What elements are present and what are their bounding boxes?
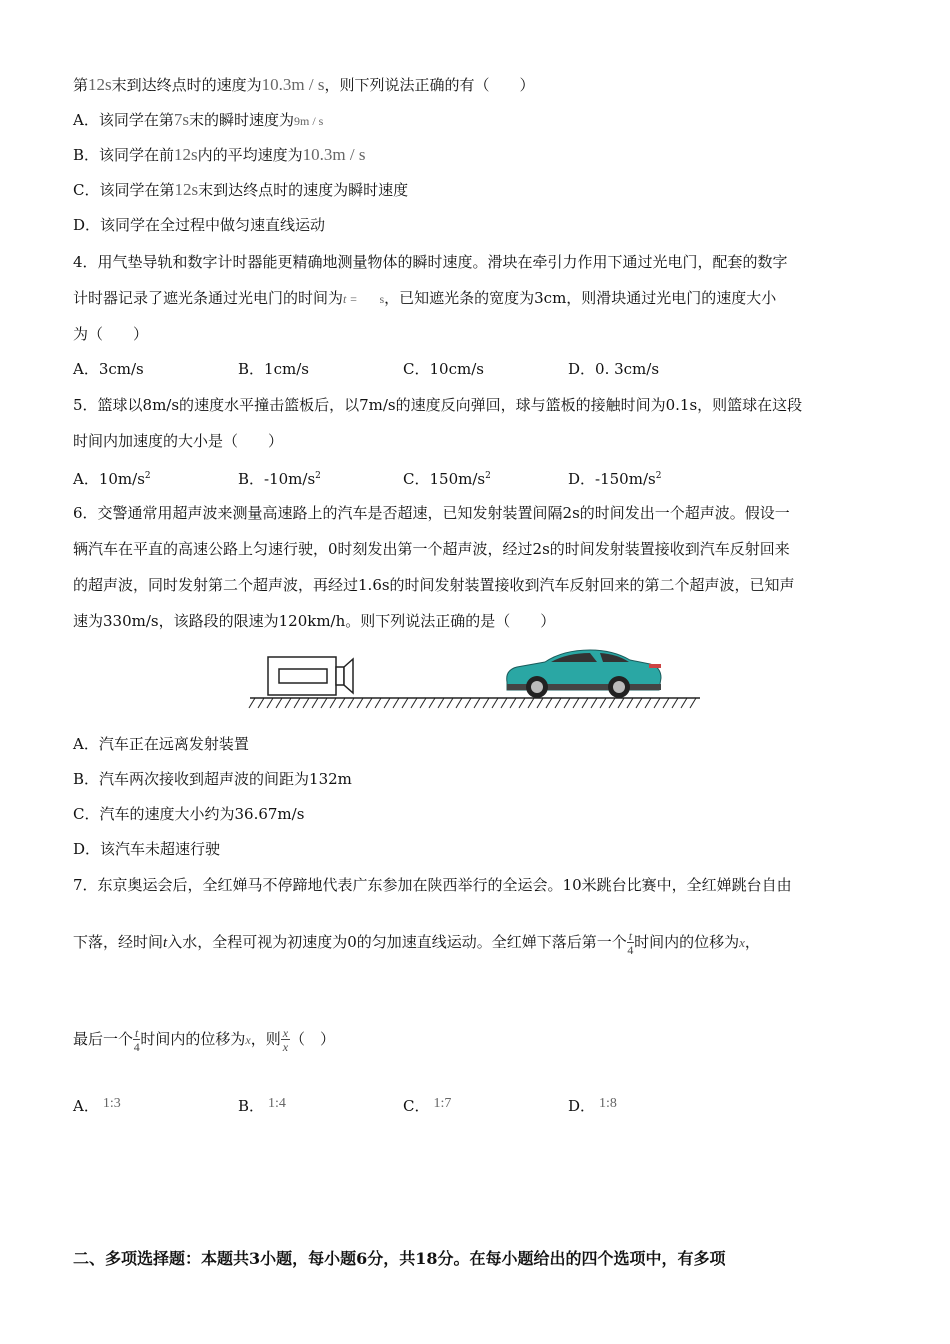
- q4-option-a: A．3cm/s: [73, 360, 144, 378]
- math: 10.3m / s: [302, 145, 366, 164]
- section-2-heading: 二、多项选择题：本题共3小题，每小题6分，共18分。在每小题给出的四个选项中，有多项: [73, 1249, 726, 1268]
- text: ，已知遮光条的宽度为3cm，则滑块通过光电门的速度大小: [384, 289, 777, 307]
- q4-line3: 为（ ）: [73, 325, 149, 343]
- text: 内的平均速度为: [197, 146, 303, 164]
- q5-option-b: [238, 465, 321, 490]
- q6-diagram: [245, 640, 705, 720]
- q5-option-c: [403, 465, 491, 490]
- frac-num: t: [135, 1025, 139, 1040]
- q7-line1: 7．东京奥运会后，全红婵马不停蹄地代表广东参加在陕西举行的全运会。10米跳台比赛中，全红婵跳台自由: [73, 876, 792, 894]
- math: 1:3: [102, 1096, 121, 1111]
- text: D．: [568, 1097, 596, 1115]
- text: 第: [73, 76, 89, 94]
- q6-option-a: A．汽车正在远离发射装置: [73, 735, 249, 753]
- q3-option-d: D．该同学在全过程中做匀速直线运动: [73, 216, 326, 234]
- q5-option-d: [568, 465, 661, 490]
- q5-option-a: [73, 465, 151, 490]
- q6-line2: 辆汽车在平直的高速公路上匀速行驶，0时刻发出第一个超声波，经过2s的时间发射装置接收到汽车反射回来: [73, 540, 790, 558]
- fraction-x1-over-x2: [281, 1027, 290, 1054]
- text: C．该同学在第: [73, 181, 175, 199]
- sup: 2: [655, 471, 662, 481]
- q7-line2: [73, 925, 760, 960]
- text: ，则: [250, 1030, 281, 1048]
- q7-option-b: [238, 1095, 286, 1119]
- frac-den: x: [282, 1039, 289, 1054]
- ground-icon: [249, 698, 700, 708]
- q4-option-d: D．0. 3cm/s: [568, 360, 660, 378]
- text: B．: [238, 1097, 265, 1115]
- frac-num: t: [628, 928, 633, 943]
- math-x2: x: [245, 1033, 251, 1047]
- sup: 2: [485, 471, 491, 481]
- q7-option-c: [403, 1095, 451, 1119]
- text: （ ）: [290, 1030, 336, 1048]
- q7-line3: [73, 1022, 335, 1057]
- text: ，: [744, 933, 760, 951]
- q5-line1: 5．篮球以8m/s的速度水平撞击篮板后，以7m/s的速度反向弹回，球与篮板的接触时间为0.1s，则篮球在这段: [73, 396, 803, 414]
- q4-option-b: B．1cm/s: [238, 360, 309, 378]
- text: 时间内的位移为: [140, 1030, 246, 1048]
- math: 9m / s: [293, 114, 324, 128]
- q6-line1: 6．交警通常用超声波来测量高速路上的汽车是否超速，已知发射装置间隔2s的时间发出一个超声波。假设一: [73, 504, 790, 522]
- q4-line1: 4．用气垫导轨和数字计时器能更精确地测量物体的瞬时速度。滑块在牵引力作用下通过光电门，配套的数字: [73, 253, 788, 271]
- q3-stem-line: [73, 74, 534, 96]
- text: 末到达终点时的速度为瞬时速度: [198, 181, 409, 199]
- q3-option-c: [73, 179, 408, 201]
- text: D．-150m/s: [568, 470, 656, 488]
- q6-line3: 的超声波，同时发射第二个超声波，再经过1.6s的时间发射装置接收到汽车反射回来的第二个超声波，已知声: [73, 576, 795, 594]
- sup: 2: [144, 471, 151, 481]
- math-12s: 12s: [88, 75, 112, 94]
- text: A．10m/s: [73, 470, 145, 488]
- math-s: s: [379, 292, 385, 306]
- text: 最后一个: [73, 1030, 134, 1048]
- q3-option-b: [73, 144, 365, 166]
- math-t: t =: [343, 292, 358, 306]
- sup: 2: [315, 471, 321, 481]
- text: C．150m/s: [403, 470, 486, 488]
- fraction-t-over-4: [627, 930, 634, 957]
- frac-den: 4: [133, 1039, 140, 1054]
- q4-option-c: C．10cm/s: [403, 360, 484, 378]
- math: 1:7: [433, 1096, 452, 1111]
- ultrasonic-emitter-icon: [268, 657, 353, 695]
- text: 末到达终点时的速度为: [111, 76, 262, 94]
- text: B．-10m/s: [238, 470, 316, 488]
- text: 时间内的位移为: [634, 933, 740, 951]
- math: 1:8: [599, 1096, 617, 1111]
- frac-den: 4: [627, 942, 634, 957]
- text: A．: [73, 1097, 99, 1115]
- q5-line2: 时间内加速度的大小是（ ）: [73, 432, 284, 450]
- q6-option-d: D．该汽车未超速行驶: [73, 840, 221, 858]
- math: 7s: [173, 110, 189, 129]
- car-icon: [507, 650, 661, 698]
- q7-option-a: [73, 1095, 121, 1119]
- text: 入水，全程可视为初速度为0的匀加速直线运动。全红婵下落后第一个: [167, 933, 627, 951]
- q6-line4: 速为330m/s，该路段的限速为120km/h。则下列说法正确的是（ ）: [73, 612, 556, 630]
- q6-option-c: C．汽车的速度大小约为36.67m/s: [73, 805, 305, 823]
- text: ，则下列说法正确的有（ ）: [324, 76, 535, 94]
- q7-option-d: [568, 1095, 617, 1119]
- text: A．该同学在第: [73, 111, 174, 129]
- math-speed: 10.3m / s: [261, 75, 325, 94]
- q3-option-a: [73, 109, 323, 132]
- frac-num: x: [282, 1025, 289, 1040]
- math: 12s: [174, 145, 198, 164]
- text: 计时器记录了遮光条通过光电门的时间为: [73, 289, 344, 307]
- text: 末的瞬时速度为: [188, 111, 294, 129]
- math-t: t: [163, 935, 168, 951]
- q4-line2: [73, 287, 776, 310]
- q6-option-b: B．汽车两次接收到超声波的间距为132m: [73, 770, 352, 788]
- text: C．: [403, 1097, 430, 1115]
- text: 下落，经时间: [73, 933, 164, 951]
- math: 1:4: [268, 1096, 286, 1111]
- math: 12s: [174, 180, 199, 199]
- math-x1: x: [739, 935, 745, 950]
- text: B．该同学在前: [73, 146, 175, 164]
